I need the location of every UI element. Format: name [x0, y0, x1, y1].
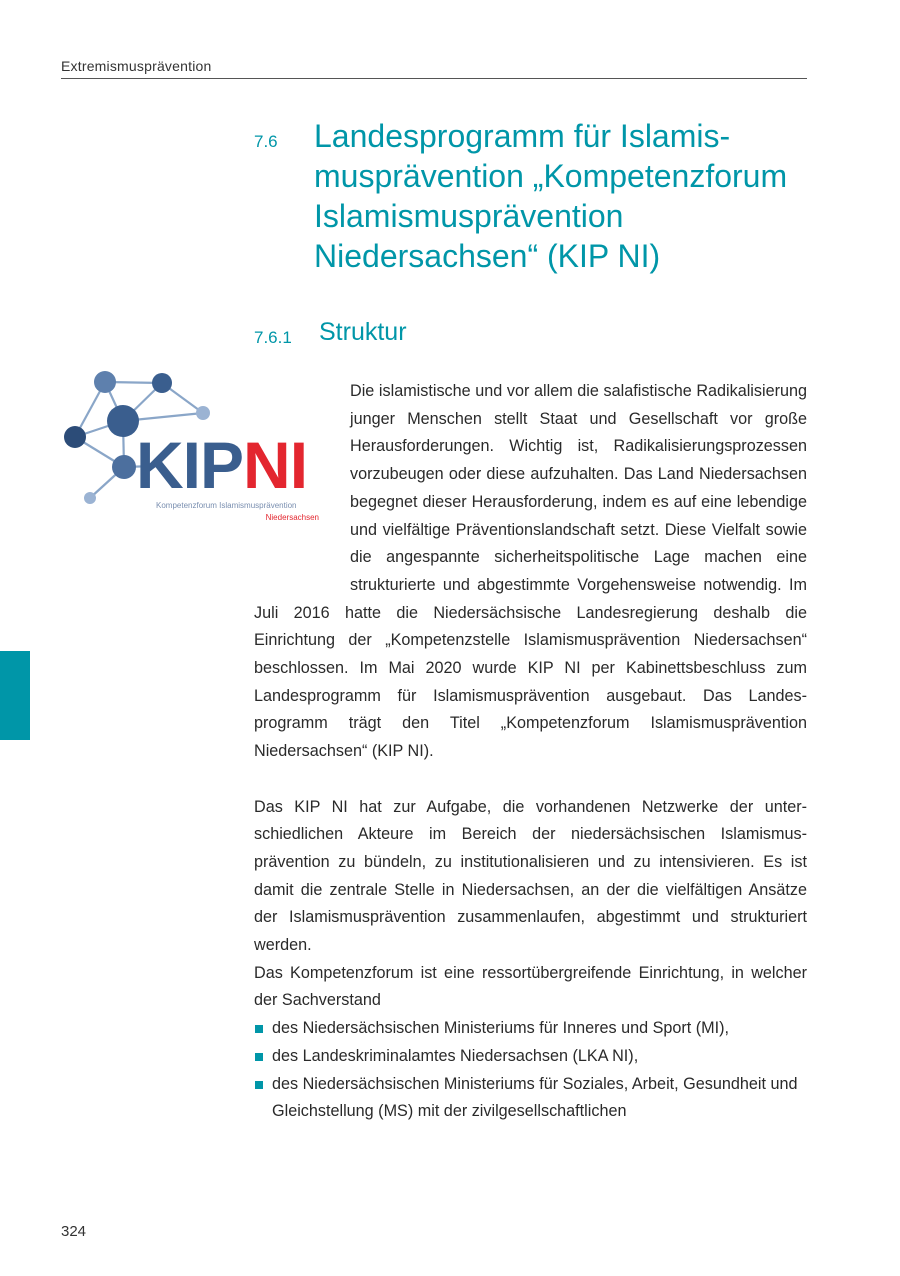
list-item — [254, 1043, 807, 1071]
subsection-title: Struktur — [319, 318, 407, 346]
section-title: Landesprogramm für Islamismusprävention „Kompetenzforum Islamismusprävention Niedersachsen“ (KIP NI) — [314, 118, 788, 274]
list-item-text: des Niedersächsischen Ministeriums für Soziales, Arbeit, Gesundheit und Gleichstellung (MS) mit der zivilgesellschaftlichen — [272, 1074, 798, 1121]
page-number: 324 — [61, 1223, 87, 1240]
chapter-side-tab — [0, 651, 30, 740]
list-item — [254, 1015, 807, 1043]
logo-subline-2: Niedersachsen — [265, 513, 319, 522]
bullet-list — [254, 1015, 807, 1126]
square-bullet-icon — [255, 1025, 263, 1033]
paragraph-1: Die islamistische und vor allem die salafistische Radikalisierung junger Menschen stellt Staat und Gesellschaft vor große Herausforderungen. Wichtig ist, Radikalisierungsprozessen vorzubeugen oder diese aufzuhalten. Das Land Niedersachsen begegnet dieser Herausforderung, indem es auf eine lebendige und vielfältige Präventionslandschaft setzt. Diese Vielfalt sowie die angespannte sicherheitspolitische Lage machen eine strukturierte und abgestimmte Vorgehensweise notwendig. Im Juli 2016 hatte die Niedersächsische Landesregierung deshalb die Einrichtung der „Kompetenzstelle Islamismusprävention Niedersachsen“ beschlossen. Im Mai 2020 wurde KIP NI per Kabinettsbeschluss zum Landesprogramm für Islamismusprävention ausgebaut. Das Landesprogramm trägt den Titel „Kompetenzforum Islamismusprävention Niedersachsen“ (KIP NI). — [254, 382, 807, 761]
logo-word-ni: NI — [243, 428, 308, 502]
subsection-number: 7.6.1 — [254, 328, 292, 347]
logo-subline-1: Kompetenzforum Islamismusprävention — [156, 501, 297, 510]
list-item-text: des Landeskriminalamtes Niedersachsen (LKA NI), — [272, 1046, 639, 1065]
logo-float-spacer — [254, 378, 350, 572]
list-item — [254, 1071, 807, 1126]
list-item-text: des Niedersächsischen Ministeriums für Inneres und Sport (MI), — [272, 1019, 730, 1038]
paragraph-3: Das Kompetenzforum ist eine ressortübergreifende Einrichtung, in welcher der Sachverstand — [254, 963, 807, 1010]
section-number: 7.6 — [254, 132, 278, 151]
body-text — [254, 378, 807, 1126]
paragraph-2: Das KIP NI hat zur Aufgabe, die vorhandenen Netzwerke der unterschiedlichen Akteure im Bereich der niedersächsischen Islamismusprävention zu bündeln, zu institutionalisieren und zu intensivieren. Es ist damit die zentrale Stelle in Niedersachsen, an der die vielfältigen Ansätze der Islamismusprävention zusammenlaufen, abgestimmt und strukturiert werden. — [254, 797, 807, 955]
logo-word-kip: KIP — [136, 428, 244, 502]
running-header: Extremismusprävention — [61, 58, 807, 79]
square-bullet-icon — [255, 1081, 263, 1089]
square-bullet-icon — [255, 1053, 263, 1061]
